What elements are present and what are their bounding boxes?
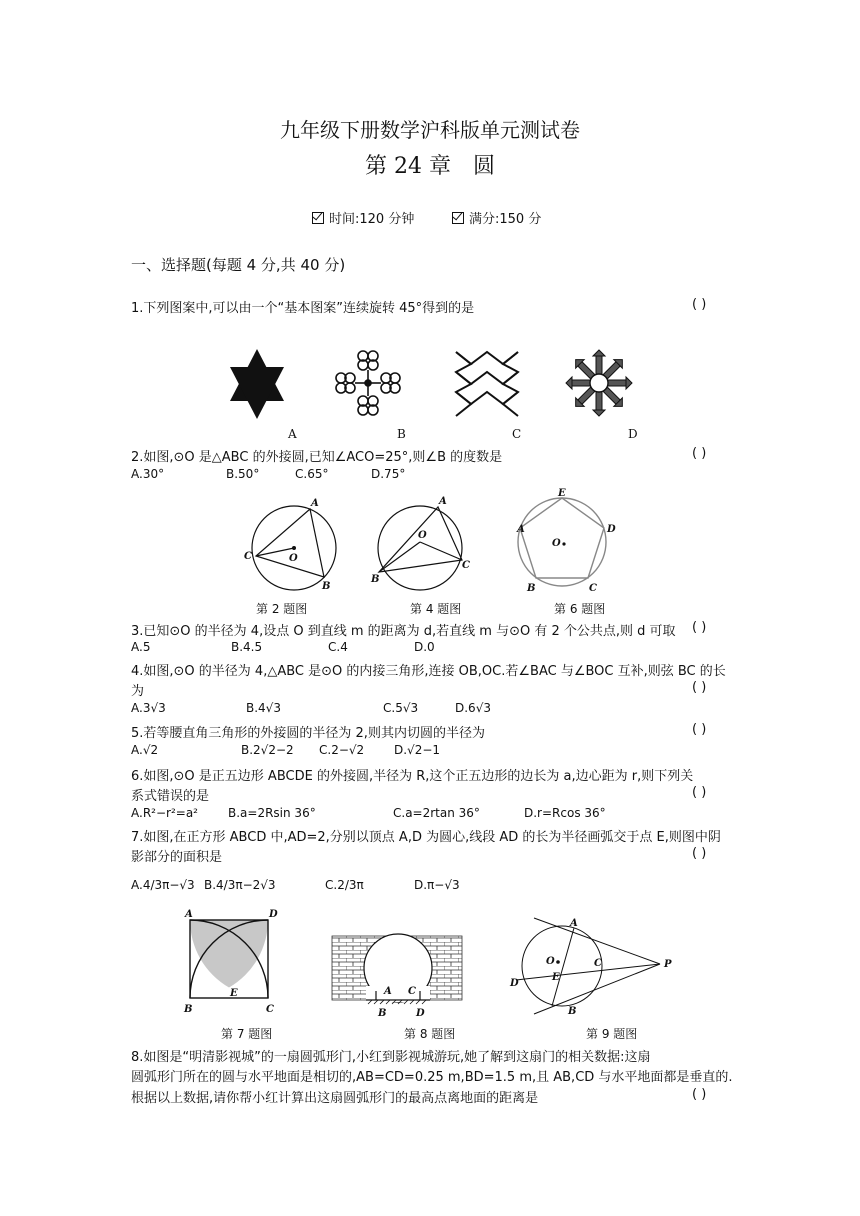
svg-text:B: B [378, 1008, 387, 1019]
q3-option-d: D.0 [414, 640, 435, 654]
question-6: 6.如图,⊙O 是正五边形 ABCDE 的外接圆,半径为 R,这个正五边形的边长为 a,边心距为 r,则下列关 [131, 769, 694, 784]
q2-option-c: C.65° [295, 467, 329, 481]
question-1: 1.下列图案中,可以由一个“基本图案”连续旋转 45°得到的是 [131, 301, 475, 316]
question-8-line2: 圆弧形门所在的圆与水平地面是相切的,AB=CD=0.25 m,BD=1.5 m,且 AB,CD 与水平地面都是垂直的. [131, 1070, 733, 1085]
svg-text:B: B [322, 581, 331, 592]
q2-option-a: A.30° [131, 467, 165, 481]
q6-option-d: D.r=Rcos 36° [524, 806, 606, 820]
q5-option-c: C.2−√2 [319, 743, 365, 757]
svg-text:C: C [462, 560, 470, 571]
figure-label-b: B [397, 427, 406, 441]
svg-text:D: D [607, 524, 616, 535]
figure-q9 [506, 914, 682, 1018]
answer-blank-2: ( ) [692, 446, 707, 461]
answer-blank-6: ( ) [692, 785, 707, 800]
question-4: 4.如图,⊙O 的半径为 4,△ABC 是⊙O 的内接三角形,连接 OB,OC.若∠BAC 与∠BOC 互补,则弦 BC 的长 [131, 664, 726, 679]
q5-option-d: D.√2−1 [394, 743, 441, 757]
question-5: 5.若等腰直角三角形的外接圆的半径为 2,则其内切圆的半径为 [131, 726, 485, 741]
q5-option-a: A.√2 [131, 743, 159, 757]
time-info: 时间:120 分钟 [312, 208, 414, 227]
q6-option-c: C.a=2rtan 36° [393, 806, 480, 820]
svg-text:D: D [269, 909, 278, 920]
caption-q2: 第 2 题图 [256, 602, 308, 616]
checkbox-icon [452, 212, 464, 224]
caption-q8: 第 8 题图 [404, 1027, 456, 1041]
checkbox-icon [312, 212, 324, 224]
question-8-line3: 根据以上数据,请你帮小红计算出这扇圆弧形门的最高点离地面的距离是 [131, 1091, 539, 1106]
figure-q6 [512, 490, 618, 596]
q6-option-a: A.R²−r²=a² [131, 806, 198, 820]
svg-text:A: A [185, 909, 193, 920]
svg-text:O: O [289, 553, 298, 564]
svg-text:E: E [558, 488, 566, 499]
answer-blank-1: ( ) [692, 297, 707, 312]
q4-option-b: B.4√3 [246, 701, 281, 715]
answer-blank-4: ( ) [692, 680, 707, 695]
q7-option-b: B.4/3π−2√3 [204, 878, 276, 892]
hexagram-figure [226, 349, 288, 419]
svg-text:D: D [510, 978, 519, 989]
caption-q6: 第 6 题图 [554, 602, 606, 616]
q2-option-b: B.50° [226, 467, 260, 481]
svg-text:P: P [664, 959, 672, 970]
svg-text:B: B [568, 1006, 577, 1017]
svg-text:B: B [184, 1004, 193, 1015]
svg-text:O: O [552, 538, 561, 549]
question-7: 7.如图,在正方形 ABCD 中,AD=2,分别以顶点 A,D 为圆心,线段 AD 的长为半径画弧交于点 E,则图中阴 [131, 830, 721, 845]
question-8: 8.如图是“明清影视城”的一扇圆弧形门,小红到影视城游玩,她了解到这扇门的相关数据:这扇 [131, 1050, 651, 1065]
q7-option-d: D.π−√3 [414, 878, 460, 892]
figure-q2 [244, 494, 348, 594]
q3-option-c: C.4 [328, 640, 348, 654]
question-6-line2: 系式错误的是 [131, 789, 210, 804]
question-2: 2.如图,⊙O 是△ABC 的外接圆,已知∠ACO=25°,则∠B 的度数是 [131, 450, 503, 465]
svg-text:C: C [408, 986, 416, 997]
answer-blank-8: ( ) [692, 1087, 707, 1102]
figure-label-a: A [288, 427, 297, 441]
section-heading: 一、选择题(每题 4 分,共 40 分) [131, 256, 346, 274]
svg-text:E: E [230, 988, 238, 999]
svg-text:C: C [266, 1004, 274, 1015]
arrow-star-figure [566, 350, 632, 416]
q2-option-d: D.75° [371, 467, 406, 481]
clover-figure [333, 348, 403, 418]
svg-text:C: C [589, 583, 597, 594]
svg-text:A: A [311, 498, 319, 509]
question-3: 3.已知⊙O 的半径为 4,设点 O 到直线 m 的距离为 d,若直线 m 与⊙O 有 2 个公共点,则 d 可取 [131, 624, 676, 639]
answer-blank-5: ( ) [692, 722, 707, 737]
svg-text:C: C [244, 551, 252, 562]
svg-text:O: O [546, 956, 555, 967]
document-title: 九年级下册数学沪科版单元测试卷 [280, 118, 580, 142]
svg-text:O: O [418, 530, 427, 541]
figure-q7 [180, 910, 280, 1016]
svg-text:A: A [384, 986, 392, 997]
q3-option-b: B.4.5 [231, 640, 263, 654]
caption-q7: 第 7 题图 [221, 1027, 273, 1041]
chapter-title: 第 24 章 圆 [365, 154, 495, 179]
score-info: 满分:150 分 [452, 208, 541, 227]
q6-option-b: B.a=2Rsin 36° [228, 806, 316, 820]
svg-text:B: B [371, 574, 380, 585]
svg-text:A: A [517, 524, 525, 535]
answer-blank-3: ( ) [692, 620, 707, 635]
figure-q4 [370, 494, 470, 594]
figure-label-d: D [628, 427, 638, 441]
answer-blank-7: ( ) [692, 846, 707, 861]
q7-option-a: A.4/3π−√3 [131, 878, 195, 892]
svg-text:D: D [416, 1008, 425, 1019]
q5-option-b: B.2√2−2 [241, 743, 294, 757]
svg-text:A: A [570, 918, 578, 929]
svg-text:E: E [552, 972, 560, 983]
svg-text:A: A [439, 496, 447, 507]
q7-option-c: C.2/3π [325, 878, 364, 892]
svg-text:B: B [527, 583, 536, 594]
figure-label-c: C [512, 427, 522, 441]
zigzag-figure [456, 350, 518, 420]
figure-q8 [332, 934, 462, 1018]
q3-option-a: A.5 [131, 640, 151, 654]
svg-text:C: C [594, 958, 602, 969]
question-7-line2: 影部分的面积是 [131, 850, 223, 865]
q4-option-a: A.3√3 [131, 701, 166, 715]
q4-option-d: D.6√3 [455, 701, 491, 715]
q4-option-c: C.5√3 [383, 701, 419, 715]
question-4-line2: 为 [131, 684, 145, 699]
caption-q9: 第 9 题图 [586, 1027, 638, 1041]
caption-q4: 第 4 题图 [410, 602, 462, 616]
